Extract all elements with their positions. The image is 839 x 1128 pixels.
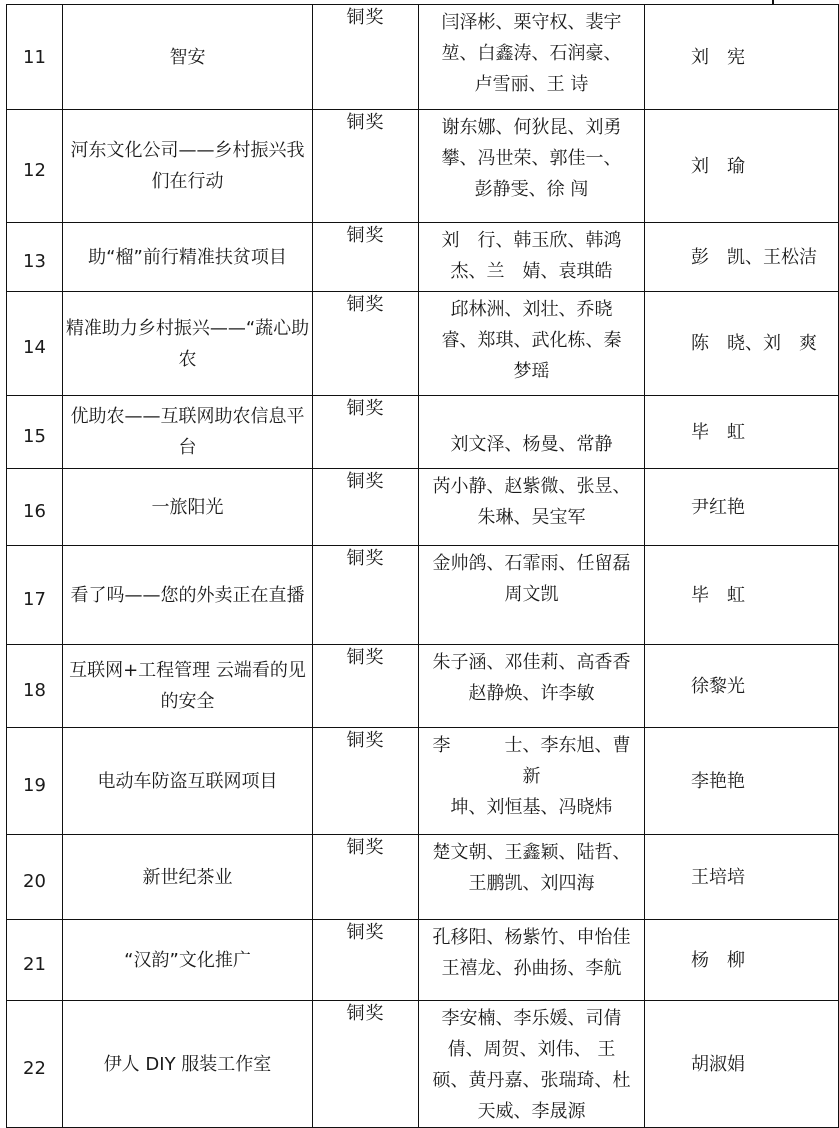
- advisor-name: 陈 晓、刘 爽: [645, 292, 839, 396]
- member-line: 赵静焕、许李敏: [468, 683, 595, 704]
- team-members: [419, 920, 645, 1001]
- award-level: 铜奖: [313, 396, 419, 469]
- member-line: 楚文朝、王鑫颖、陆哲、: [432, 842, 631, 863]
- member-line: 刘 行、韩玉欣、韩鸿: [441, 230, 622, 251]
- member-line: 李 士、李东旭、曹: [432, 735, 631, 756]
- advisor-name: 王培培: [645, 835, 839, 920]
- advisor-name: 胡淑娟: [645, 1001, 839, 1128]
- award-level: 铜奖: [313, 645, 419, 728]
- member-line: 卢雪丽、王 诗: [474, 74, 589, 95]
- member-line: 王禧龙、孙曲扬、李航: [441, 958, 622, 979]
- project-name: 一旅阳光: [63, 469, 313, 546]
- table-row: [7, 645, 839, 728]
- project-name: 电动车防盗互联网项目: [63, 728, 313, 835]
- row-number: 11: [7, 5, 63, 110]
- row-number: 15: [7, 396, 63, 469]
- advisor-name: 李艳艳: [645, 728, 839, 835]
- member-line: 李安楠、李乐媛、司倩: [441, 1008, 622, 1029]
- member-line: 天威、李晟源: [477, 1101, 586, 1122]
- member-line: 闫泽彬、栗守权、裴宇: [441, 12, 622, 33]
- member-line: 杰、兰 婧、袁琪皓: [450, 261, 613, 282]
- member-line: 坤、刘恒基、冯晓炜: [450, 797, 613, 818]
- row-number: 20: [7, 835, 63, 920]
- member-line: [419, 398, 644, 429]
- member-line: 朱琳、吴宝军: [477, 507, 586, 528]
- project-name: 新世纪茶业: [63, 835, 313, 920]
- table-row: [7, 292, 839, 396]
- row-number: 18: [7, 645, 63, 728]
- table-row: [7, 110, 839, 223]
- award-level: 铜奖: [313, 292, 419, 396]
- member-line: 睿、郑琪、武化栋、秦: [441, 330, 622, 351]
- row-number: 13: [7, 223, 63, 292]
- table-row: [7, 728, 839, 835]
- member-line: 芮小静、赵紫微、张昱、: [432, 476, 631, 497]
- team-members: [419, 5, 645, 110]
- row-number: 14: [7, 292, 63, 396]
- award-level: 铜奖: [313, 546, 419, 645]
- advisor-name: 刘 瑜: [645, 110, 839, 223]
- member-line: 邱林洲、刘壮、乔晓: [450, 299, 613, 320]
- team-members: [419, 223, 645, 292]
- award-level: 铜奖: [313, 223, 419, 292]
- award-level: 铜奖: [313, 728, 419, 835]
- advisor-name: 徐黎光: [645, 645, 839, 728]
- member-line: 彭静雯、徐 闯: [474, 179, 589, 200]
- award-level: 铜奖: [313, 469, 419, 546]
- table-row: [7, 546, 839, 645]
- advisor-name: 刘 宪: [645, 5, 839, 110]
- project-name: 精准助力乡村振兴——“蔬心助农: [63, 292, 313, 396]
- member-line: 王鹏凯、刘四海: [468, 873, 595, 894]
- advisor-name: 尹红艳: [645, 469, 839, 546]
- row-number: 12: [7, 110, 63, 223]
- award-level: 铜奖: [313, 110, 419, 223]
- project-name: 河东文化公司——乡村振兴我们在行动: [63, 110, 313, 223]
- member-line: 倩、周贺、刘伟、 王: [447, 1039, 616, 1060]
- team-members: [419, 469, 645, 546]
- award-level: 铜奖: [313, 5, 419, 110]
- advisor-name: 毕 虹: [645, 396, 839, 469]
- table-row: [7, 920, 839, 1001]
- team-members: [419, 728, 645, 835]
- row-number: 19: [7, 728, 63, 835]
- row-number: 16: [7, 469, 63, 546]
- table-row: [7, 396, 839, 469]
- row-number: 17: [7, 546, 63, 645]
- award-level: 铜奖: [313, 835, 419, 920]
- project-name: 助“榴”前行精准扶贫项目: [63, 223, 313, 292]
- project-name: 看了吗——您的外卖正在直播: [63, 546, 313, 645]
- member-line: 周文凯: [504, 584, 559, 605]
- project-name: 伊人 DIY 服装工作室: [63, 1001, 313, 1128]
- table-row: [7, 223, 839, 292]
- advisor-name: 毕 虹: [645, 546, 839, 645]
- advisor-name: 彭 凯、王松洁: [645, 223, 839, 292]
- row-number: 21: [7, 920, 63, 1001]
- team-members: [419, 835, 645, 920]
- member-line: 朱子涵、邓佳莉、高香香: [432, 652, 631, 673]
- award-level: 铜奖: [313, 920, 419, 1001]
- team-members: [419, 396, 645, 469]
- award-table-body: [7, 5, 839, 1128]
- team-members: [419, 546, 645, 645]
- table-row: [7, 469, 839, 546]
- advisor-name: 杨 柳: [645, 920, 839, 1001]
- member-line: 谢东娜、何狄昆、刘勇: [441, 117, 622, 138]
- member-line: 金帅鸽、石霏雨、任留磊: [432, 553, 631, 574]
- member-line: 新: [522, 766, 541, 787]
- table-row: [7, 5, 839, 110]
- member-line: 硕、黄丹嘉、张瑞琦、杜: [432, 1070, 631, 1091]
- member-line: 攀、冯世荣、郭佳一、: [441, 148, 622, 169]
- team-members: [419, 292, 645, 396]
- team-members: [419, 1001, 645, 1128]
- member-line: 刘文泽、杨曼、常静: [450, 434, 613, 455]
- team-members: [419, 645, 645, 728]
- team-members: [419, 110, 645, 223]
- row-number: 22: [7, 1001, 63, 1128]
- table-row: [7, 1001, 839, 1128]
- project-name: 优助农——互联网助农信息平台: [63, 396, 313, 469]
- award-table: [6, 4, 839, 1128]
- table-row: [7, 835, 839, 920]
- project-name: 互联网+工程管理 云端看的见的安全: [63, 645, 313, 728]
- member-line: 梦瑶: [513, 361, 550, 382]
- member-line: 孔移阳、杨紫竹、申怡佳: [432, 927, 631, 948]
- project-name: “汉韵”文化推广: [63, 920, 313, 1001]
- award-level: 铜奖: [313, 1001, 419, 1128]
- project-name: 智安: [63, 5, 313, 110]
- member-line: 堃、白鑫涛、石润豪、: [441, 43, 622, 64]
